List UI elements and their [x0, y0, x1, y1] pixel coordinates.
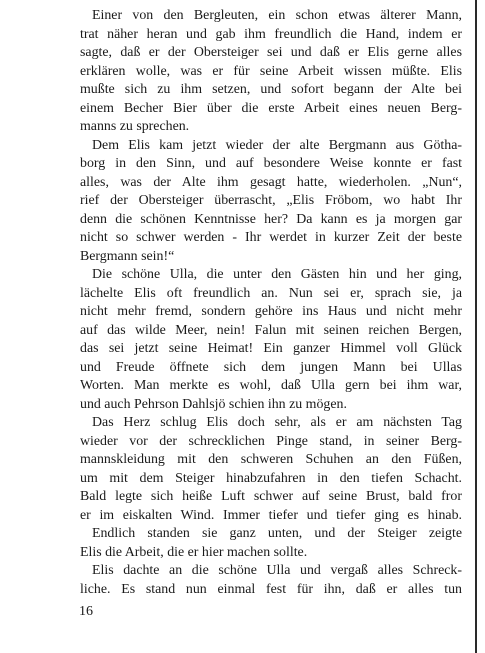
text-line: er im eiskalten Wind. Immer tiefer und tiefer ging es hinab.: [80, 507, 462, 523]
text-line: um mit dem Steiger hinabzufahren in den tiefen Schacht.: [80, 470, 462, 486]
page-edge-line: [475, 0, 477, 653]
text-line: liche. Es stand nun einmal fest für ihn, daß er alles tun: [80, 581, 462, 597]
text-line: Elis die Arbeit, die er hier machen sollte.: [80, 544, 308, 560]
text-line: lächelte Elis oft freundlich an. Nun sei er, sprach sie, ja: [80, 285, 462, 301]
text-line: Das Herz schlug Elis doch sehr, als er am nächsten Tag: [92, 415, 462, 430]
text-line: einem Becher Bier über die erste Arbeit eines neuen Berg-: [80, 100, 462, 116]
text-line: und auch Pehrson Dahlsjö schien ihn zu mögen.: [80, 396, 347, 412]
text-line: rief der Obersteiger überrascht, „Elis Fröbom, wo habt Ihr: [80, 193, 462, 208]
text-line: nicht mehr fremd, sondern gehöre ins Haus und nicht mehr: [80, 304, 462, 319]
text-line: Endlich standen sie ganz unten, und der Steiger zeigte: [92, 526, 462, 541]
text-line: sagte, daß er der Obersteiger sei und daß er Elis gerne alles: [80, 45, 462, 60]
text-line: nicht so schwer werden - Ihr werdet in kurzer Zeit der beste: [80, 230, 462, 245]
text-line: Bald legte sich heiße Luft schwer auf seine Brust, bald fror: [80, 489, 462, 504]
text-line: mußte sich zu ihm setzen, und sofort begann der Alte bei: [80, 82, 462, 97]
text-line: Einer von den Bergleuten, ein schon etwas älterer Mann,: [92, 8, 462, 23]
text-line: wieder vor der schrecklichen Pinge stand, in seiner Berg-: [80, 433, 462, 449]
page-number: 16: [79, 604, 93, 619]
text-line: trat näher heran und gab ihm freundlich die Hand, indem er: [80, 26, 462, 42]
text-line: auf das wilde Meer, nein! Falun mit seinen reichen Bergen,: [80, 322, 462, 338]
text-line: und Freude öffnete sich dem jungen Mann bei Ullas: [80, 359, 462, 375]
body-text: [80, 7, 462, 599]
text-line: borg in den Sinn, und auf besondere Weise konnte er fast: [80, 156, 462, 171]
text-line: Bergmann sein!“: [80, 248, 175, 264]
text-line: denn die schönen Kenntnisse her? Da kann es ja morgen gar: [80, 211, 462, 227]
text-line: erklären wolle, was er für seine Arbeit wissen müßte. Elis: [80, 63, 462, 79]
text-line: alles, was der Alte ihm gesagt hatte, wiederholen. „Nun“,: [80, 174, 462, 190]
text-line: das sei jetzt seine Heimat! Ein ganzer Himmel voll Glück: [80, 341, 462, 356]
text-line: Dem Elis kam jetzt wieder der alte Bergmann aus Götha-: [92, 137, 462, 153]
text-line: Worten. Man merkte es wohl, daß Ulla gern bei ihm war,: [80, 378, 462, 393]
text-line: Die schöne Ulla, die unter den Gästen hin und her ging,: [92, 267, 462, 282]
text-line: Elis dachte an die schöne Ulla und vergaß alles Schreck-: [92, 563, 462, 578]
text-line: mannskleidung mit den schweren Schuhen an den Füßen,: [80, 452, 462, 467]
text-line: manns zu sprechen.: [80, 119, 190, 134]
